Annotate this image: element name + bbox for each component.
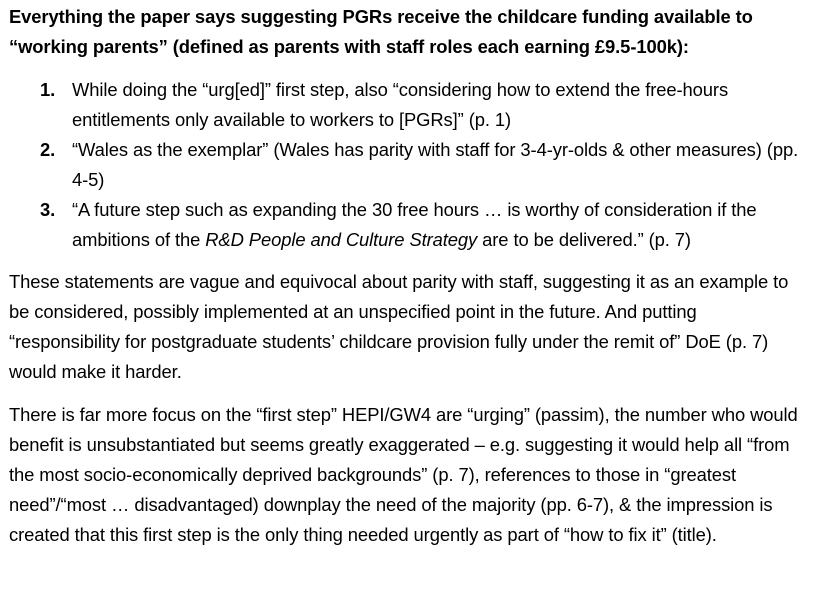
analysis-paragraph-2: There is far more focus on the “first step” HEPI/GW4 are “urging” (passim), the number who would benefit is unsubstantiated but seems greatly exaggerated – e.g. suggesting it would help all “from the most socio-economically deprived backgrounds” (p. 7), references to those in “greatest need”/“most … disadvantaged) downplay the need of the majority (pp. 6-7), & the impression is created that this first step is the only thing needed urgently as part of “how to fix it” (title). <box>9 404 798 545</box>
quote-text-after: are to be delivered.” (p. 7) <box>477 229 691 250</box>
list-item <box>9 195 809 255</box>
numbered-points-list <box>9 75 809 255</box>
list-item-number: 1. <box>40 79 56 100</box>
list-item-text <box>72 199 757 250</box>
list-item-text: While doing the “urg[ed]” first step, also “considering how to extend the free-hours entitlements only available to workers to [PGRs]” (p. 1) <box>72 79 729 130</box>
strategy-title-italic: R&D People and Culture Strategy <box>205 229 478 250</box>
list-item <box>9 135 809 195</box>
document-body <box>9 2 809 550</box>
list-item <box>9 75 809 135</box>
summary-heading: Everything the paper says suggesting PGRs receive the childcare funding available to “working parents” (defined as parents with staff roles each earning £9.5-100k): <box>9 6 753 57</box>
list-item-number: 3. <box>40 199 56 220</box>
quote-text-before: “A future step such as expanding the 30 free hours … is worthy of consideration if the ambitions of the <box>72 199 757 250</box>
list-item-number: 2. <box>40 139 56 160</box>
analysis-paragraph-1: These statements are vague and equivocal about parity with staff, suggesting it as an example to be considered, possibly implemented at an unspecified point in the future. And putting “responsibility for postgraduate students’ childcare provision fully under the remit of” DoE (p. 7) would make it harder. <box>9 271 789 382</box>
list-item-text: “Wales as the exemplar” (Wales has parity with staff for 3-4-yr-olds & other measures) (pp. 4-5) <box>72 139 799 190</box>
